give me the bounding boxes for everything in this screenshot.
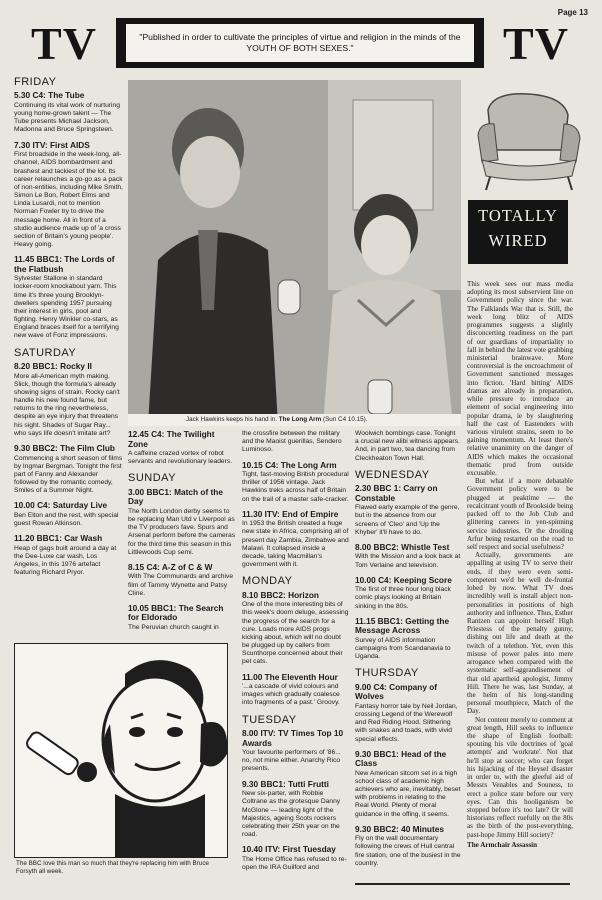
listings-column-1 — [14, 74, 124, 583]
photo-caption-text: Jack Hawkins keeps his hand in. — [186, 416, 278, 423]
day-heading: TUESDAY — [242, 713, 297, 726]
header-quote: "Published in order to cultivate the principles of virtue and religion in the minds of the YOUTH OF BOTH SEXES." — [126, 24, 474, 62]
programme-title: 8.10 BBC2: Horizon — [242, 589, 319, 600]
photo-caption-detail: (Sun C4 10.15). — [322, 416, 368, 423]
programme-title: 9.30 BBC2: 40 Minutes — [355, 823, 444, 834]
programme-title: 11.20 BBC1: Car Wash — [14, 533, 103, 544]
article-paragraph: Actually, governments are appalling at using TV to serve their ends, if they were even semi-competent we'd be well de-frontal lobed by now. What TV does incredibly well is install abject non-personalities in positions of high authority and influence. Thus, Esther Rantzen can appoint herself High Priestess of the penalty gunny, dishing out life and death at the twitch of a telethon. Yet, even this misuse of power pales into mere arrogance when compared with the systematic self-aggrandisement of that old apartheid apologist, Jimmy Hill. There he was, last Sunday, at the helm of his long-standing personal mouthpiece, Match of the Day. — [467, 551, 573, 716]
programme-title: 5.30 C4: The Tube — [14, 90, 85, 101]
programme-description: Tight, fast-moving British procedural thriller of 1956 vintage. Jack Hawkins treks across half of Britain on the trail of a master safe-cracker. — [242, 471, 349, 503]
divider — [355, 883, 570, 885]
programme-title: 9.30 BBC1: Tutti Frutti — [242, 778, 329, 789]
programme-description: the crossfire between the military and the Maoist guerillas, Sendero Luminoso. — [242, 430, 342, 454]
article-byline: The Armchair Assassin — [467, 840, 538, 849]
page-number: Page 13 — [557, 8, 588, 17]
programme-description: The first of three hour long black comic plays looking at Britain sinking in the 80s. — [355, 586, 451, 610]
programme-description: Commencing a short season of films by Ingmar Bergman. Tonight the first part of Fanny and Alexander followed by the romantic comedy, Smiles of a Summer Night. — [14, 454, 123, 495]
programme-title: 10.40 ITV: First Tuesday — [242, 844, 336, 855]
totally-wired-heading: TOTALLY WIRED — [468, 200, 568, 264]
programme-description: Heap of gags built around a day at the Dee-Luxe car wash, Los Angeles, in this 1976 artefact featuring Richard Pryor. — [14, 544, 117, 577]
article-paragraph: Not content merely to comment at great length, Hill seeks to influence the shape of English football: spouting his vile doctrines of 'goal attempts' and 'workrate'. Not that he'll stop at soccer; who can forget his hijacking of the Heysel disaster in order to, with the gleeful aid of Messrs Venables and Souness, to erect a police state before our very eyes. Can this hooliganism be stopped before it's too late? Or will historians reflect ruefully on the 80s as the birth of the post-everything, past-hope Jimmy Hill society? — [467, 715, 573, 839]
programme-title: 8.20 BBC1: Rocky II — [14, 361, 92, 372]
tv-logo-left: TV — [12, 18, 116, 68]
programme-description: With The Communards and archive film of Tammy Wynette and Patsy Cline. — [128, 573, 234, 597]
day-heading: WEDNESDAY — [355, 468, 430, 481]
programme-title: 10.15 C4: The Long Arm — [242, 459, 337, 470]
programme-description: With the Mission and a look back at Tom Verlaine and television. — [355, 553, 461, 569]
programme-description: A caffeine crazed vortex of robot servants and revolutionary leaders. — [128, 450, 233, 466]
programme-description: New six-parter, with Robbie Coltrane as the grotesque Danny McGlone — leading light of the Majestics, ageing Scots rockers celebrating their 25th year on the road. — [242, 790, 341, 839]
armchair-illustration — [468, 80, 590, 195]
programme-title: 11.00 The Eleventh Hour — [242, 671, 338, 682]
programme-description: The North London derby seems to be replacing Man Utd v Liverpool as the TV producers fave. Spurs and Arsenal perform before the cameras for the third time this season in this Littlewoods Cup semi. — [128, 507, 236, 556]
programme-title: 9.30 BBC2: The Film Club — [14, 442, 115, 453]
caricature-cartoon — [14, 643, 228, 858]
photo-caption — [128, 414, 461, 426]
programme-description: Woolwich bombings case. Tonight a crucial new alibi witness appears. And, in part two, tea dancing from Cleckheaton Town Hall. — [355, 430, 460, 462]
programme-description: Continuing its vital work of nurturing young home-grown talent — The Tube presents Michael Jackson, Madonna and Bruce Springsteen. — [14, 101, 120, 134]
day-heading: THURSDAY — [355, 667, 419, 680]
programme-description: The Peruvian church caught in — [128, 624, 219, 632]
film-still-photo — [128, 80, 461, 425]
programme-title: 9.00 C4: Company of Wolves — [355, 681, 438, 702]
programme-description: Your favourite performers of '86... no, not mine either. Anarchy Rico presents. — [242, 749, 341, 773]
listings-column-2 — [128, 430, 236, 638]
programme-description: '...a cascade of vivid colours and images which gradually coalesce into fragments of a past.' Groovy. — [242, 683, 340, 707]
programme-title: 11.30 ITV: End of Empire — [242, 508, 339, 519]
film-still-illustration — [128, 80, 461, 425]
programme-title: 10.05 BBC1: The Search for Eldorado — [128, 602, 224, 623]
programme-description: Fantasy horror tale by Neil Jordan, crossing Legend of the Werewolf and Red Riding Hood. Slithering with snakes and toads, with vivid special effects. — [355, 702, 458, 743]
armchair-icon — [468, 80, 590, 195]
programme-title: 8.15 C4: A-Z of C & W — [128, 561, 213, 572]
programme-title: 11.15 BBC1: Getting the Message Across — [355, 615, 450, 636]
photo-caption-title: The Long Arm — [278, 416, 322, 423]
article-paragraph: But what if a more debatable Government policy were to be plugged at peaktime — the recalcitrant youth of Brookside being packed off to the Job Club and glittering careers in yen-spinning service industries. Or the drooling Arfur being restarted on the road to self respect and social usefulness? — [467, 477, 573, 551]
programme-title: 10.00 C4: Saturday Live — [14, 500, 108, 511]
day-heading: FRIDAY — [14, 76, 57, 88]
programme-description: One of the more interesting bits of this week's doom deluge, assessing the progress of the search for a cure. Loads more AIDS progs kicking about, which will no doubt be plugged up by callers from Scunthorpe concerned about their pet cats. — [242, 601, 349, 666]
programme-description: New American sitcom set in a high school class of academic high achievers who are, inevitably, beset with problems in relating to the Real World. Plenty of moral guidance in the offing, it seems. — [355, 769, 461, 818]
programme-title: 8.00 ITV: TV Times Top 10 Awards — [242, 728, 344, 748]
day-heading: SUNDAY — [128, 472, 177, 485]
header-banner — [12, 18, 588, 68]
programme-description: Sylvester Stallone in standard locker-room knockabout yarn. This time it's three young Brooklyn-dwellers spending 1957 pursuing their interest in girls, pool and fighting. Henry Winkler co-stars, as England braces itself for a terrifying new wave of Fonz impressions. — [14, 275, 119, 340]
day-heading: MONDAY — [242, 575, 293, 588]
programme-description: Fly on the wall documentary following the crews of Hull central fire station, one of the busiest in the country. — [355, 835, 461, 867]
listings-column-4 — [355, 430, 461, 874]
listings-column-3 — [242, 430, 350, 878]
programme-description: Survey of AIDS information campaigns from Scandanavia to Uganda. — [355, 636, 451, 661]
programme-title: 12.45 C4: The Twilight Zone — [128, 429, 215, 449]
programme-description: First broadside in the week-long, all-channel, AIDS bombardment and brashest and tackiest of the lot. Its career relaunches a go-go as a pack of non-entities, including Mike Smith, Simon Le Bon, Robert Elms and Linda Lusardi, not to mention Norman Fowler try to drive the message home. All in front of a studio audience made up of 'a cross section of Britain's young people'. Heavy going. — [14, 151, 123, 249]
programme-description: Ben Elton and the rest, with special guest Rowan Atkinson. — [14, 511, 119, 528]
programme-title: 11.45 BBC1: The Lords of the Flatbush — [14, 254, 115, 274]
programme-description: The Home Office has refused to re-open the IRA Guilford and — [242, 855, 347, 871]
programme-description: More all-American myth making. Slick, though the formula's already showing signs of strain. Rocky can't handle his new found fame, but returns to the ring nevertheless, despite an eye injury that threatens his sight. Shades of Sugar Ray... who says life doesn't imitate art? — [14, 372, 120, 437]
programme-description: Flawed early example of the genre, but in the absence from our screens of 'Cleo' and 'Up the Khyber' it'll have to do. — [355, 504, 460, 536]
programme-title: 10.00 C4: Keeping Score — [355, 574, 452, 585]
programme-title: 7.30 ITV: First AIDS — [14, 139, 90, 150]
tv-logo-right: TV — [484, 18, 588, 68]
programme-description: In 1953 the British created a huge new state in Africa, comprising all of present day Zambia, Zimbabwe and Malawi. It collapsed inside a decade, taking Macmillan's government with it. — [242, 520, 349, 569]
programme-title: 3.00 BBC1: Match of the Day — [128, 486, 223, 507]
day-heading: SATURDAY — [14, 346, 77, 359]
programme-title: 2.30 BBC 1: Carry on Constable — [355, 483, 438, 503]
article-paragraph: This week sees our mass media adopting its most subservient line on Government policy since the war. The Falklands War that is. Still, the week long blitz of AIDS programmes suggests a slightly disconcerting readiness on the part of our guardians of impartiality to fall in behind the latest vote grabbing ministerial brainwave. More controversial is the encroachment of Government sanctioned messages into fiction. 'Hard hitting' AIDS dramas are already in preparation, while pressure to introduce an element of social engineering into popular drama, ie by slaughtering half the cast of Eastenders with various virulent strains, seem to be gaining momentum. At least there's relative unanimity on the danger of AIDS which makes the occasional thematic prod from outside excusable. — [467, 280, 573, 478]
caricature-illustration — [15, 644, 228, 858]
programme-title: 9.30 BBC1: Head of the Class — [355, 748, 447, 769]
cartoon-caption: The BBC love this man so much that they're replacing him with Bruce Forsyth all week. — [16, 860, 209, 875]
programme-title: 8.00 BBC2: Whistle Test — [355, 541, 450, 552]
totally-wired-article — [467, 280, 573, 849]
